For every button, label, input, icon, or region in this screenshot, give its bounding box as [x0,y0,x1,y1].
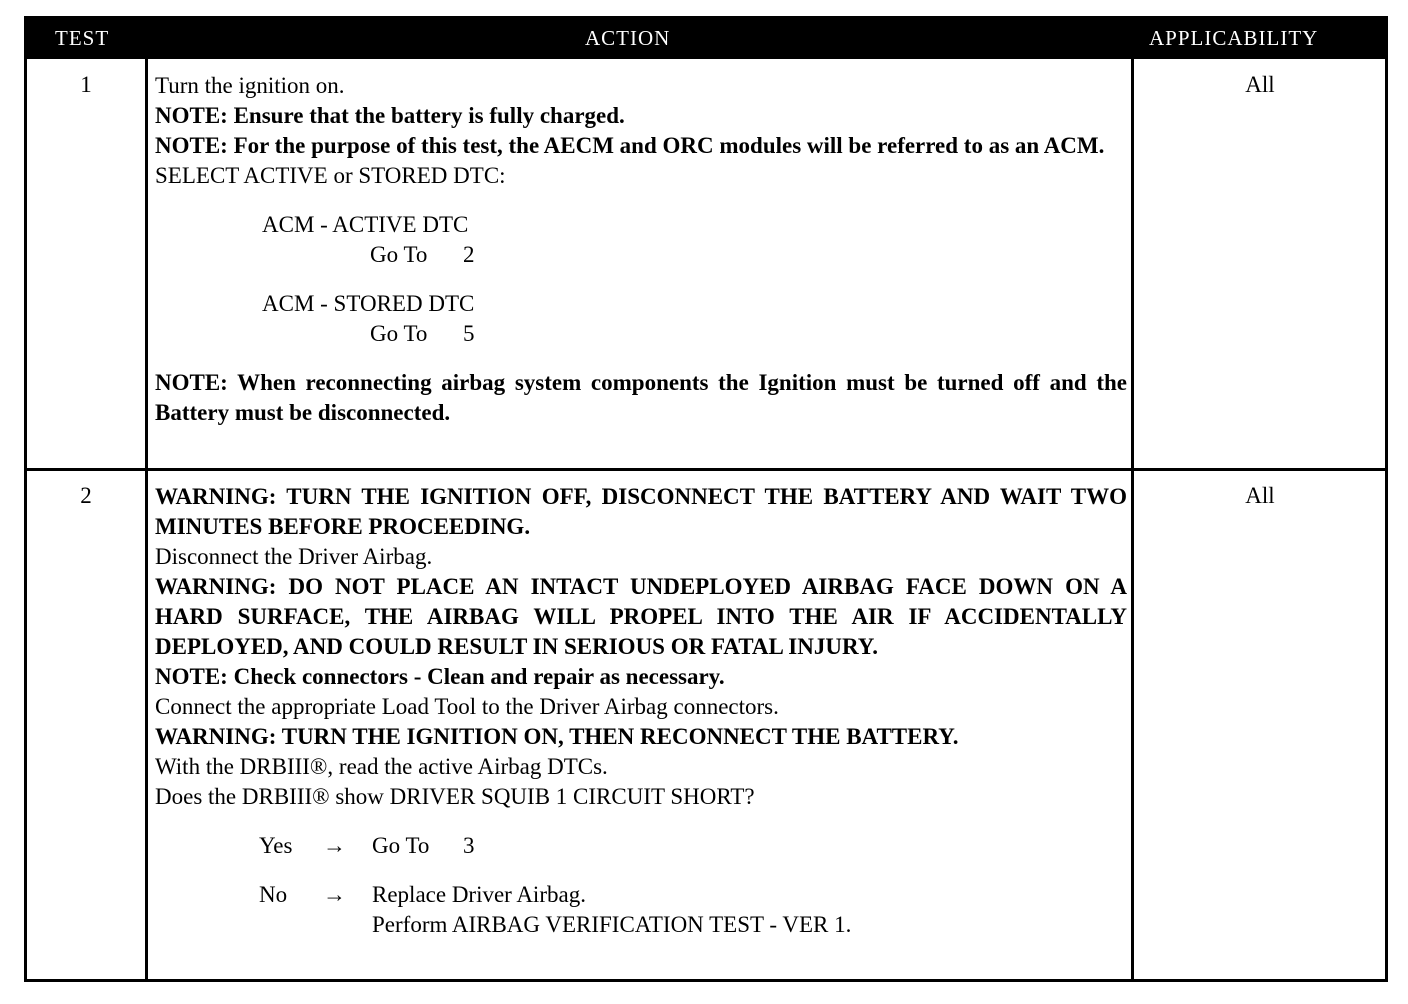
applicability-2: All [1245,483,1275,508]
procedure-table [24,16,1388,982]
table-header [27,19,1385,59]
goto-number: 5 [463,321,475,346]
option-label: ACM - STORED DTC [262,291,475,316]
row-divider [27,468,1385,471]
step-text: SELECT ACTIVE or STORED DTC: [155,163,506,188]
option-label: ACM - ACTIVE DTC [262,212,469,237]
arrow-right-icon: → [323,833,346,858]
answer-no-continued [155,910,1127,940]
option-active-dtc [155,210,1127,240]
option-stored-dtc [155,289,1127,319]
test-number-2: 2 [80,483,92,508]
header-action: ACTION [585,26,671,50]
option-goto [155,240,1127,270]
applicability-1: All [1245,72,1275,97]
warning-text: WARNING: TURN THE IGNITION ON, THEN RECONNECT THE BATTERY. [155,724,959,749]
question-text: Does the DRBIII® show DRIVER SQUIB 1 CIRCUIT SHORT? [155,784,755,809]
step-text: Connect the appropriate Load Tool to the Driver Airbag connectors. [155,694,779,719]
option-goto [155,319,1127,349]
goto-number: 3 [463,833,475,858]
header-test: TEST [55,26,110,50]
answer-action: Perform AIRBAG VERIFICATION TEST - VER 1. [372,912,852,937]
step-text: Disconnect the Driver Airbag. [155,544,433,569]
step-text: With the DRBIII®, read the active Airbag DTCs. [155,754,608,779]
answer-label: Yes [259,833,293,858]
answer-label: No [259,882,288,907]
note-text: NOTE: Check connectors - Clean and repair as necessary. [155,664,725,689]
note-text: NOTE: For the purpose of this test, the AECM and ORC modules will be referred to as an ACM. [155,133,1105,158]
action-test-2 [155,482,1127,940]
goto-number: 2 [463,242,475,267]
answer-action: Replace Driver Airbag. [372,882,586,907]
answer-no [155,880,1127,910]
arrow-right-icon: → [323,882,346,907]
warning-text: WARNING: DO NOT PLACE AN INTACT UNDEPLOYED AIRBAG FACE DOWN ON A HARD SURFACE, THE AIRBAG WILL PROPEL INTO THE AIR IF ACCIDENTALLY DEPLOYED, AND COULD RESULT IN SERIOUS OR FATAL INJURY. [155,574,1127,659]
warning-text: WARNING: TURN THE IGNITION OFF, DISCONNECT THE BATTERY AND WAIT TWO MINUTES BEFORE PROCEEDING. [155,484,1127,539]
action-test-1 [155,71,1127,428]
note-text: NOTE: Ensure that the battery is fully charged. [155,103,625,128]
goto-text: Go To [370,242,428,267]
step-text: Turn the ignition on. [155,73,345,98]
goto-text: Go To [370,321,428,346]
test-number-1: 1 [80,72,92,97]
answer-yes [155,831,1127,861]
column-divider-left [145,19,148,979]
goto-text: Go To [372,833,430,858]
note-text: NOTE: When reconnecting airbag system components the Ignition must be turned off and the Battery must be disconnected. [155,370,1127,425]
column-divider-right [1131,19,1134,979]
header-applicability: APPLICABILITY [1149,26,1319,50]
